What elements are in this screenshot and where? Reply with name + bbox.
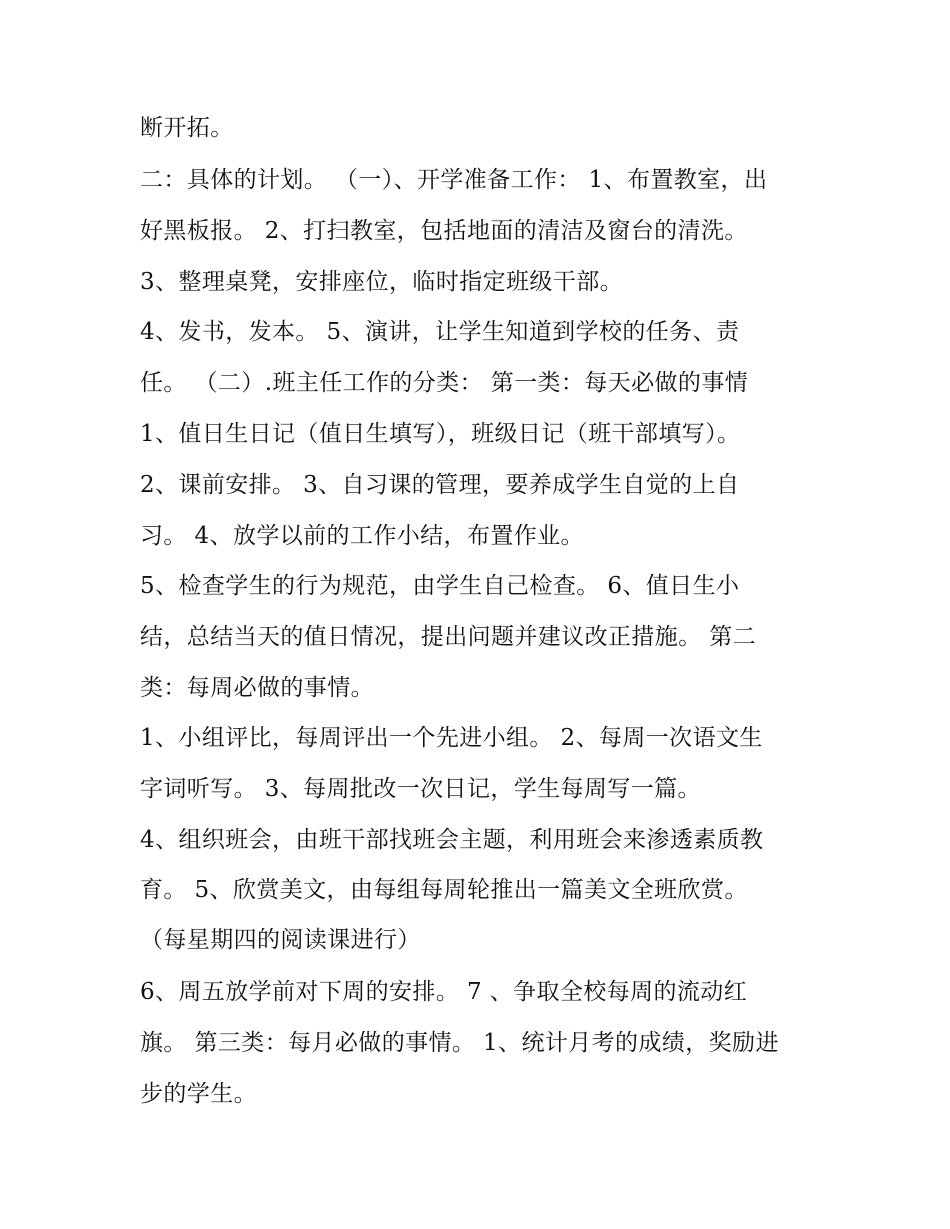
text-line: 步的学生。 <box>140 1081 257 1107</box>
text-line: 1、值日生日记（值日生填写），班级日记（班干部填写）。 <box>140 421 741 447</box>
text-line: 类：每周必做的事情。 <box>140 675 374 701</box>
text-line: 习。 4、放学以前的工作小结，布置作业。 <box>140 523 584 549</box>
text-line: 5、检查学生的行为规范，由学生自己检查。 6、值日生小 <box>140 573 740 599</box>
text-line: 6、周五放学前对下周的安排。 7 、争取全校每周的流动红 <box>140 979 748 1005</box>
text-line: 结，总结当天的值日情况，提出问题并建议改正措施。 第二 <box>140 624 757 650</box>
text-line: （每星期四的阅读课进行） <box>140 927 421 953</box>
text-line: 2、课前安排。 3、自习课的管理，要养成学生自觉的上自 <box>140 472 740 498</box>
text-line: 二：具体的计划。 （一）、开学准备工作： 1、布置教室，出 <box>140 167 768 193</box>
text-line: 1、小组评比，每周评出一个先进小组。 2、每周一次语文生 <box>140 725 763 751</box>
text-line: 断开拓。 <box>140 115 234 141</box>
text-line: 育。 5、欣赏美文，由每组每周轮推出一篇美文全班欣赏。 <box>140 877 748 903</box>
text-line: 好黑板报。 2、打扫教室，包括地面的清洁及窗台的清洗。 <box>140 218 748 244</box>
text-line: 字词听写。 3、每周批改一次日记，学生每周写一篇。 <box>140 776 701 802</box>
text-line: 任。 （二）.班主任工作的分类： 第一类：每天必做的事情 <box>140 370 749 396</box>
text-line: 3、整理桌凳，安排座位，临时指定班级干部。 <box>140 269 624 295</box>
text-line: 4、组织班会，由班干部找班会主题，利用班会来渗透素质教 <box>140 827 764 853</box>
text-line: 旗。 第三类：每月必做的事情。 1、统计月考的成绩，奖励进 <box>140 1030 779 1056</box>
text-line: 4、发书，发本。 5、演讲，让学生知道到学校的任务、责 <box>140 319 740 345</box>
